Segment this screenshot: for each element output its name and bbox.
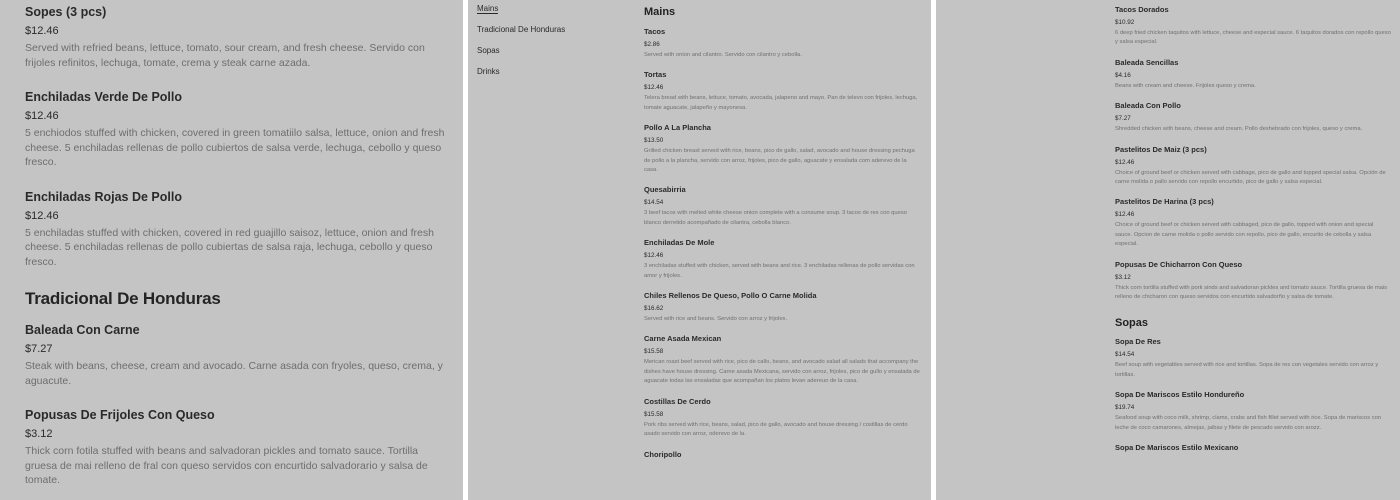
item-price: $19.74 xyxy=(1115,404,1135,412)
item-price: $13.50 xyxy=(644,137,664,145)
item-description: Shredded chicken with beans, cheese and cream. Pollo deshebrado con frijoles, queso y crema. xyxy=(1115,126,1363,133)
item-price: $7.27 xyxy=(1115,115,1131,123)
item-name: Enchiladas Verde De Pollo xyxy=(25,90,183,104)
item-price: $14.54 xyxy=(1115,351,1135,359)
menu-item[interactable] xyxy=(644,185,922,228)
item-description: 5 enchiodos stuffed with chicken, covered in green tomatiilo salsa, lettuce, onion and fresh cheese. 5 enchiladas rellenas de pollo cubiertos de salsa verde, lechuga, cebollo y queso fresco. xyxy=(25,127,445,168)
item-name: Baleada Sencillas xyxy=(1115,57,1179,67)
item-name: Chiles Rellenos De Queso, Pollo O Carne Molida xyxy=(644,291,817,301)
item-description: 3 enchiladas stuffed with chicken, served with beans and rice. 3 enchiladas rellenas de pollo servidas con amor y frijoles. xyxy=(644,263,915,279)
item-name: Enchiladas De Mole xyxy=(644,238,715,248)
item-name: Pastelitos De Maiz (3 pcs) xyxy=(1115,144,1207,154)
menu-item[interactable] xyxy=(644,27,922,60)
item-name: Costillas De Cerdo xyxy=(644,396,711,406)
nav-item-tradicional-de-honduras[interactable] xyxy=(477,25,617,46)
item-name: Tacos Dorados xyxy=(1115,5,1169,14)
menu-item[interactable] xyxy=(644,291,922,324)
item-description: Beef soup with vegetables served with rice and tortillas. Sopa de res con vegetales servido con arroz y tortillas. xyxy=(1115,362,1379,378)
item-price: $15.58 xyxy=(644,348,664,356)
item-price: $12.46 xyxy=(1115,211,1135,219)
item-description: Pork ribs served with rice, beans, salad, pico de gallo, avocado and house dressing / costillas de cerdo asado servido con arroz, oderevo de la. xyxy=(644,421,908,438)
item-name: Carne Asada Mexican xyxy=(644,334,722,344)
item-price: $12.46 xyxy=(644,84,664,92)
nav-item-drinks[interactable] xyxy=(477,67,617,88)
item-name: Sopa De Mariscos Estilo Hondureño xyxy=(1115,390,1245,400)
item-name: Pollo A La Plancha xyxy=(644,123,711,133)
menu-item[interactable] xyxy=(644,450,922,460)
menu-list xyxy=(1115,5,1391,462)
nav-item-sopas[interactable] xyxy=(477,46,617,67)
item-name: Pastelitos De Harina (3 pcs) xyxy=(1115,197,1214,207)
menu-item[interactable] xyxy=(25,322,445,388)
item-price: $12.46 xyxy=(1115,158,1135,166)
item-description: 5 enchiladas stuffed with chicken, covered in red guajillo saisoz, lettuce, onion and fresh cheese. 5 enchiladas rellenas de pollo cubiertas de salsa raja, lechuga, cebollo y queso fresco. xyxy=(25,226,434,268)
nav-item-label: Drinks xyxy=(477,67,500,76)
menu-list xyxy=(644,5,922,469)
section-title: Sopas xyxy=(1115,317,1149,330)
menu-item[interactable] xyxy=(25,89,445,170)
item-description: 3 beef tacos with melted white cheese onion complete with a consume soup. 3 tacos de res con queso blanco derretido acompañado de cilantra, cebolla blanco. xyxy=(644,210,907,226)
menu-item[interactable] xyxy=(1115,5,1391,48)
item-price: $14.54 xyxy=(644,199,664,207)
item-price: $12.46 xyxy=(25,110,59,122)
nav-item-label: Sopas xyxy=(477,46,500,55)
menu-item[interactable] xyxy=(644,70,922,113)
item-description: Steak with beans, cheese, cream and avocado. Carne asada con fryoles, queso, crema, y aguacute. xyxy=(25,360,443,387)
item-name: Choripollo xyxy=(644,449,682,459)
menu-item[interactable] xyxy=(1115,337,1391,380)
item-name: Baleada Con Pollo xyxy=(1115,101,1181,111)
item-price: $12.46 xyxy=(644,252,664,260)
category-nav xyxy=(477,4,617,88)
item-name: Tacos xyxy=(644,27,666,36)
item-description: Seafood soup with coco milk, shrimp, clams, crabs and fish fillet served with rice. Sopa de mariscos con leche de coco camarones, almejas, jaibas y filete de pescado servido con arozz. xyxy=(1115,415,1382,431)
item-description: Served with refried beans, lettuce, tomato, sour cream, and fresh cheese. Servido con frijoles refinitos, lechuga, tomate, crema y steak carne azada. xyxy=(25,42,425,69)
item-name: Sopa De Res xyxy=(1115,337,1161,347)
item-description: Merican roast beef served with rice, pico de callo, beans, and avocado salad all salads that accompany the dishes have house dressing. Carne asada Mexicana, servido con arroz, frijoles, pico de gullo y ensalada de aguacate todas las ensaladas que acompañan los platos levan adereuo de la casa. xyxy=(644,359,920,385)
item-description: Thick corn fotila stuffed with beans and salvadoran pickles and tomato sauce. Tortilla gruesa de mai relleno de fral con queso servidos con encurtido salvadorario y salsa de tomate. xyxy=(25,445,428,486)
item-description: Served with onion and cilantro. Servido con cilantro y cebolla. xyxy=(644,52,802,58)
item-price: $16.62 xyxy=(644,305,664,313)
nav-item-label: Tradicional De Honduras xyxy=(477,25,566,34)
item-description: Beans with cream and cheese. Frijoles queso y crema. xyxy=(1115,82,1256,89)
menu-item[interactable] xyxy=(1115,260,1391,303)
menu-item[interactable] xyxy=(1115,145,1391,188)
item-price: $12.46 xyxy=(25,209,59,222)
item-price: $10.92 xyxy=(1115,19,1135,26)
section-title: Mains xyxy=(644,6,676,18)
menu-item[interactable] xyxy=(1115,58,1391,91)
item-price: $4.16 xyxy=(1115,71,1131,79)
item-price: $3.12 xyxy=(1115,273,1131,281)
nav-item-mains[interactable] xyxy=(477,4,617,25)
item-name: Enchiladas Rojas De Pollo xyxy=(25,189,182,204)
menu-zoom-panel xyxy=(0,0,463,500)
menu-item[interactable] xyxy=(1115,390,1391,433)
item-price: $15.58 xyxy=(644,410,664,418)
item-description: 6 deep fried chicken taquitos with lettuce, cheese and especial sauce. 6 taquitos dorados con repollo queso y salsa especial. xyxy=(1115,30,1391,46)
item-price: $3.12 xyxy=(25,428,53,440)
menu-item[interactable] xyxy=(1115,101,1391,134)
item-name: Popusas De Frijoles Con Queso xyxy=(25,408,215,422)
item-description: Telera bread with beans, lettuce, tomato, avocada, jalapeno and mayo. Pan de televo con frijoles, lechuga, tomate aguacate, jalapeño y mayonesa. xyxy=(644,95,918,111)
menu-page-panel xyxy=(468,0,931,500)
menu-item[interactable] xyxy=(25,4,445,70)
item-description: Grilled chicken breast served with rice, beans, pico de gallo, salad, avocado and house dressing pechuga de pollo a la plancha, servido con arroz, frijoles, pico de gallo, aguacate y ensalada com aderevo de la casa. xyxy=(644,148,915,174)
menu-list xyxy=(25,4,445,500)
section-title: Tradicional De Honduras xyxy=(25,289,221,308)
item-description: Choice of ground beef or chicken served with cabbage, pico de gallo and topped special salsa. Opción de carne molida o pallo servido con repollo encurtido, pico de gallo y salsa especial. xyxy=(1115,169,1386,186)
item-description: Served with rice and beans. Servido con arroz y frijoles. xyxy=(644,316,788,323)
item-name: Baleada Con Carne xyxy=(25,323,140,337)
item-description: Choice of ground beef or chicken served with cabbaged, pico de gallo, topped with onion and special sauce. Opcion de carne molida o pollo servido con repollo, pico de gallo, encurito de cebolla y salsa especial. xyxy=(1115,222,1374,248)
menu-item[interactable] xyxy=(644,334,922,386)
menu-item[interactable] xyxy=(25,407,445,488)
menu-item[interactable] xyxy=(1115,197,1391,249)
item-name: Tortas xyxy=(644,70,667,80)
item-price: $12.46 xyxy=(25,25,59,37)
menu-item[interactable] xyxy=(644,238,922,281)
nav-item-label: Mains xyxy=(477,4,499,13)
menu-page-panel-continued xyxy=(936,0,1400,500)
menu-item[interactable] xyxy=(644,123,922,175)
item-name: Sopa De Mariscos Estilo Mexicano xyxy=(1115,443,1239,453)
item-name: Popusas De Chicharron Con Queso xyxy=(1115,259,1243,269)
menu-item[interactable] xyxy=(644,397,922,440)
menu-item[interactable] xyxy=(1115,443,1391,453)
item-name: Sopes (3 pcs) xyxy=(25,5,107,19)
item-price: $2.86 xyxy=(644,41,660,48)
item-name: Quesabirria xyxy=(644,185,686,195)
item-price: $7.27 xyxy=(25,343,53,355)
menu-item[interactable] xyxy=(25,189,445,270)
item-description: Thick corn tortilla stuffed with pork sinds and salvadoran pickles and tomato sauce. Tortilla gruesa de mais relleno de chicharon con queso servidos con encurtido salvadorño y salsa de tomate. xyxy=(1115,284,1388,301)
